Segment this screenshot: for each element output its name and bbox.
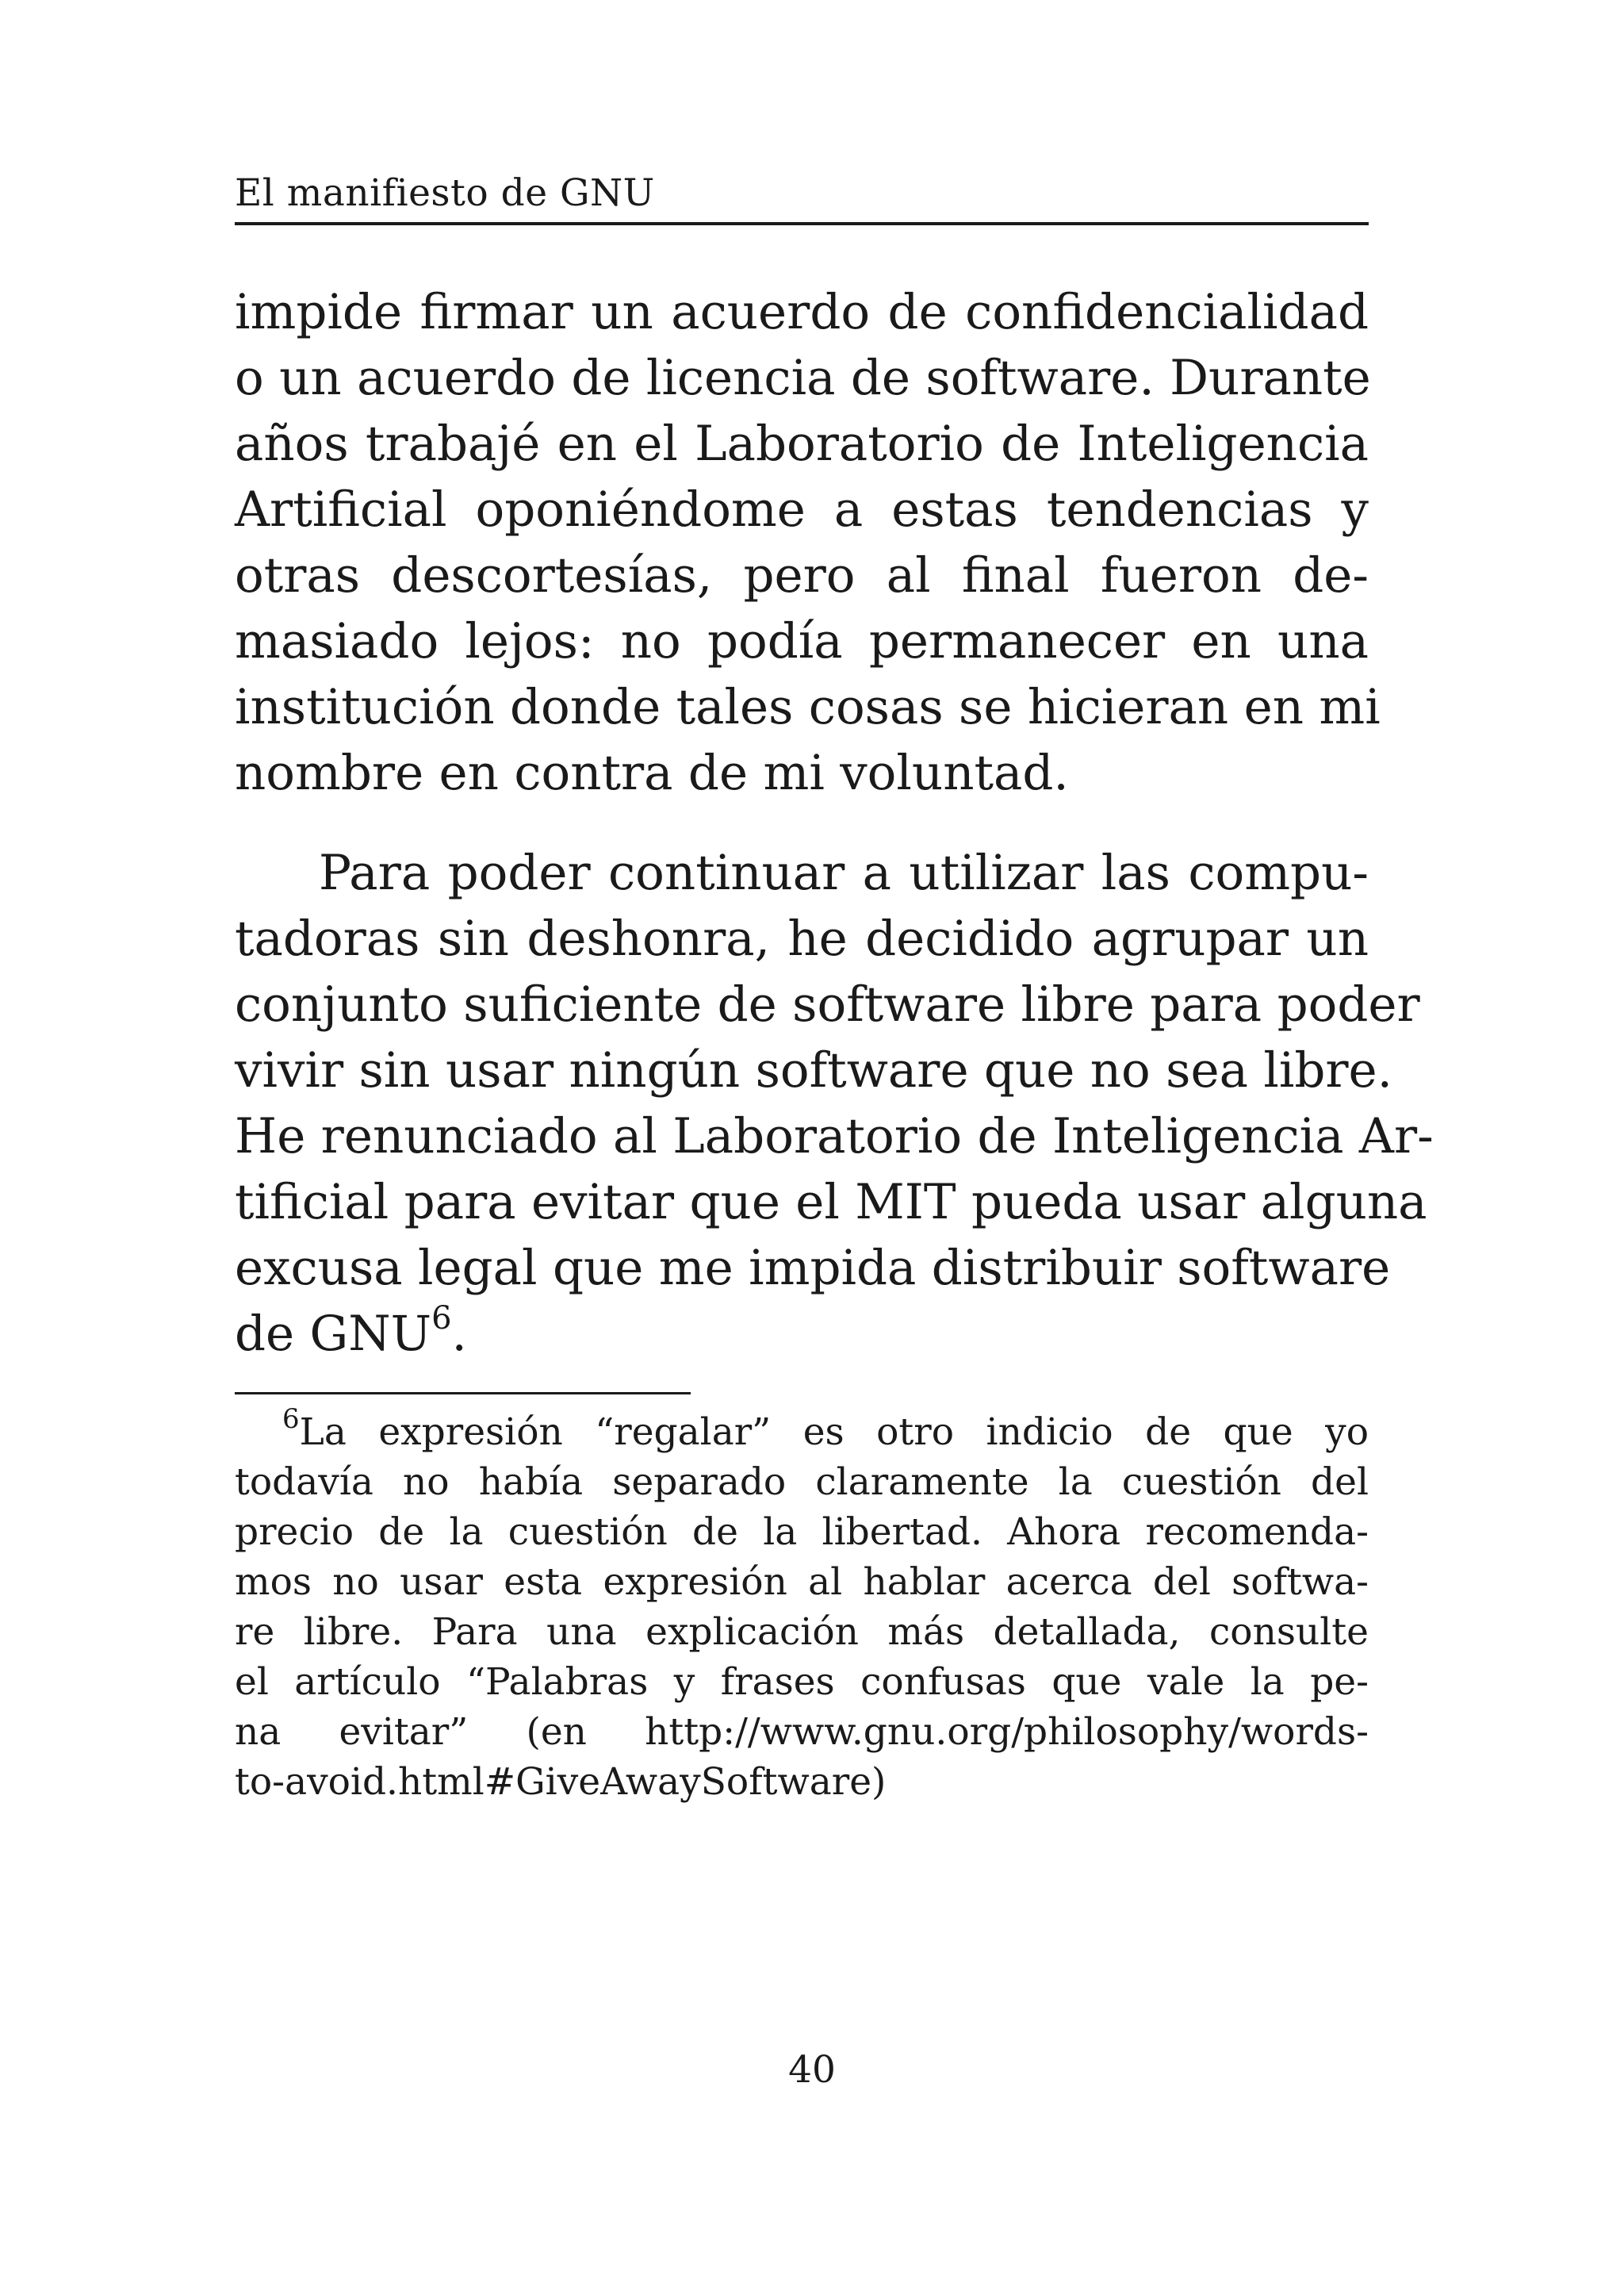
paragraph-2-line: He renunciado al Laboratorio de Inteligencia Ar-	[235, 1108, 1434, 1164]
header-rule	[235, 222, 1369, 225]
footnote-line-text: La expresión “regalar” es otro indicio de que yo	[299, 1410, 1369, 1454]
footnote-line	[235, 1403, 1369, 1457]
paragraph-2-line: excusa legal que me impida distribuir software	[235, 1240, 1391, 1296]
footnote-rule	[235, 1392, 691, 1394]
footnote-line: todavía no había separado claramente la cuestión del	[235, 1460, 1369, 1504]
paragraph-2-line: tificial para evitar que el MIT pueda usar alguna	[235, 1174, 1427, 1230]
paragraph-1-line: Artificial oponiéndome a estas tendencias y	[235, 481, 1369, 538]
footnote-line: el artículo “Palabras y frases confusas que vale la pe-	[235, 1660, 1369, 1704]
final-line-punctuation: .	[451, 1306, 467, 1362]
paragraph-2-line: tadoras sin deshonra, he decidido agrupar un	[235, 911, 1369, 967]
paragraph-1-line: impide firmar un acuerdo de confidencialidad	[235, 284, 1369, 340]
footnote-marker: 6	[282, 1403, 300, 1436]
footnote-line: precio de la cuestión de la libertad. Ahora recomenda-	[235, 1510, 1369, 1554]
footnote-line: re libre. Para una explicación más detallada, consulte	[235, 1610, 1369, 1654]
paragraph-1-line: años trabajé en el Laboratorio de Inteligencia	[235, 416, 1369, 472]
paragraph-1-line: nombre en contra de mi voluntad.	[235, 745, 1069, 801]
final-line-text: de GNU	[235, 1306, 432, 1362]
paragraph-1-line: masiado lejos: no podía permanecer en una	[235, 613, 1369, 669]
paragraph-2	[235, 840, 1434, 1367]
paragraph-2-line: Para poder continuar a utilizar las compu-	[319, 845, 1369, 901]
page-number: 40	[788, 2048, 836, 2092]
footnote-line: na evitar” (en http://www.gnu.org/philosophy/words-	[235, 1710, 1369, 1754]
paragraph-2-line: conjunto suficiente de software libre para poder	[235, 976, 1420, 1033]
paragraph-1-line: otras descortesías, pero al final fueron de-	[235, 547, 1369, 604]
body-text	[235, 279, 1434, 1367]
footnote-link-line: to-avoid.html#GiveAwaySoftware)	[235, 1760, 887, 1804]
paragraph-2-final-line	[235, 1301, 1369, 1367]
footnote-reference-marker[interactable]: 6	[431, 1299, 452, 1337]
footnote	[235, 1403, 1369, 1807]
paragraph-1-line: institución donde tales cosas se hicieran en mi	[235, 679, 1381, 735]
paragraph-2-line: vivir sin usar ningún software que no sea libre.	[235, 1042, 1393, 1099]
paragraph-gap	[235, 806, 1369, 840]
running-header-title: El manifiesto de GNU	[235, 171, 655, 215]
footnote-line: mos no usar esta expresión al hablar acerca del softwa-	[235, 1560, 1369, 1604]
paragraph-1-line: o un acuerdo de licencia de software. Durante	[235, 350, 1371, 406]
paragraph-1	[235, 279, 1381, 806]
